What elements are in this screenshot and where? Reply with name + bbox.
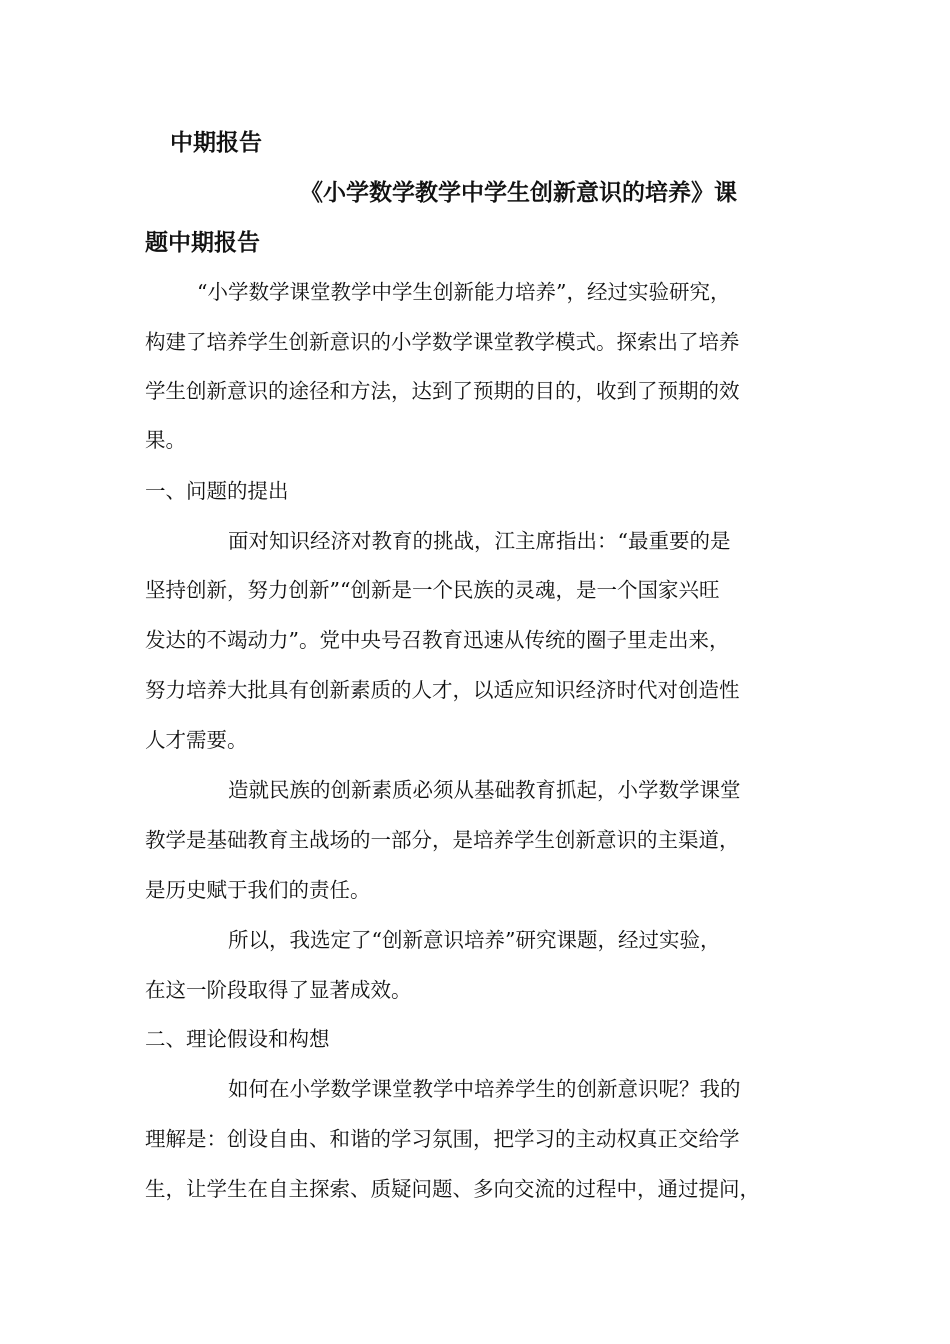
paragraph-line: 是历史赋于我们的责任。 (145, 878, 371, 902)
paragraph-line: 教学是基础教育主战场的一部分，是培养学生创新意识的主渠道， (145, 828, 740, 852)
report-title-line-2: 题中期报告 (145, 230, 260, 256)
paragraph-line: 造就民族的创新素质必须从基础教育抓起，小学数学课堂 (228, 778, 741, 802)
paragraph-line: 坚持创新，努力创新”“创新是一个民族的灵魂，是一个国家兴旺 (145, 578, 720, 602)
paragraph-line: 如何在小学数学课堂教学中培养学生的创新意识呢？我的 (228, 1077, 741, 1101)
paragraph-line: 生，让学生在自主探索、质疑问题、多向交流的过程中，通过提问， (145, 1177, 760, 1201)
paragraph-line: 理解是：创设自由、和谐的学习氛围，把学习的主动权真正交给学 (145, 1127, 740, 1151)
report-header: 中期报告 (170, 130, 262, 156)
paragraph-line: 努力培养大批具有创新素质的人才，以适应知识经济时代对创造性 (145, 678, 740, 702)
section-heading-theory: 二、理论假设和构想 (145, 1027, 330, 1051)
section-heading-problem: 一、问题的提出 (145, 479, 289, 503)
paragraph-line: 面对知识经济对教育的挑战，江主席指出：“最重要的是 (228, 529, 731, 553)
paragraph-line: 人才需要。 (145, 728, 248, 752)
intro-line-4: 果。 (145, 428, 186, 452)
paragraph-line: 在这一阶段取得了显著成效。 (145, 978, 412, 1002)
intro-line-1: “小学数学课堂教学中学生创新能力培养”，经过实验研究， (197, 280, 731, 304)
report-title-line-1: 《小学数学教学中学生创新意识的培养》课 (300, 180, 737, 206)
intro-line-3: 学生创新意识的途径和方法，达到了预期的目的，收到了预期的效 (145, 379, 740, 403)
paragraph-line: 发达的不竭动力”。党中央号召教育迅速从传统的圈子里走出来， (145, 628, 730, 652)
paragraph-line: 所以，我选定了“创新意识培养”研究课题，经过实验， (228, 928, 721, 952)
intro-line-2: 构建了培养学生创新意识的小学数学课堂教学模式。探索出了培养 (145, 330, 740, 354)
